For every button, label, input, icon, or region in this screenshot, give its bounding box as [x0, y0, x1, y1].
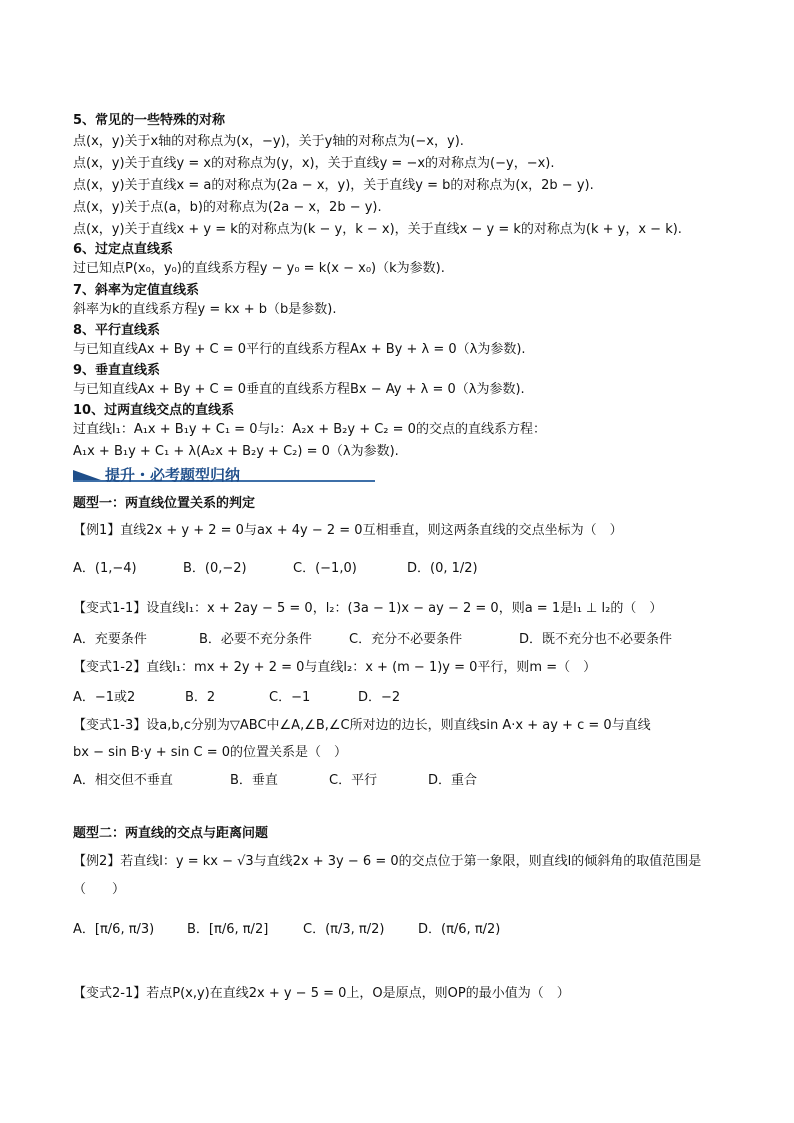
question-stem-cont: （ ） [73, 882, 126, 897]
answer-options [73, 560, 713, 578]
question-stem-cont: bx − sin B·y + sin C = 0的位置关系是（ ） [73, 745, 348, 760]
option-c: C．(π/3, π/2) [303, 922, 385, 937]
text-line: 点(x，y)关于x轴的对称点为(x，−y)，关于y轴的对称点为(−x，y). [73, 134, 464, 149]
option-a: A．−1或2 [73, 690, 136, 705]
banner-title: 提升・必考题型归纳 [105, 466, 241, 484]
section-heading-8: 8、平行直线系 [73, 323, 161, 338]
option-a: A．充要条件 [73, 632, 147, 647]
option-d: D．重合 [428, 773, 478, 788]
text-line: 过已知点P(x₀，y₀)的直线系方程y − y₀ = k(x − x₀)（k为参数). [73, 261, 445, 276]
section-heading-5: 5、常见的一些特殊的对称 [73, 113, 226, 128]
question-stem: 【例2】若直线l：y = kx − √3与直线2x + 3y − 6 = 0的交点位于第一象限，则直线l的倾斜角的取值范围是 [73, 854, 702, 869]
banner-triangle-icon [73, 470, 101, 480]
option-b: B．2 [185, 690, 216, 705]
option-a: A．(1,−4) [73, 561, 137, 576]
option-b: B．垂直 [230, 773, 278, 788]
question-type-title: 题型一：两直线位置关系的判定 [73, 496, 256, 511]
text-line: 过直线l₁：A₁x + B₁y + C₁ = 0与l₂：A₂x + B₂y + C₂ = 0的交点的直线系方程： [73, 422, 546, 437]
text-line: 与已知直线Ax + By + C = 0垂直的直线系方程Bx − Ay + λ = 0（λ为参数). [73, 382, 525, 397]
option-d: D．(π/6, π/2) [418, 922, 501, 937]
section-heading-6: 6、过定点直线系 [73, 242, 174, 257]
question-type-title: 题型二：两直线的交点与距离问题 [73, 826, 269, 841]
text-line: 点(x，y)关于直线x + y = k的对称点为(k − y，k − x)，关于直线x − y = k的对称点为(k + y，x − k). [73, 222, 682, 237]
option-a: A．相交但不垂直 [73, 773, 173, 788]
text-line: 点(x，y)关于直线y = x的对称点为(y，x)，关于直线y = −x的对称点为(−y，−x). [73, 156, 555, 171]
option-d: D．(0, 1/2) [407, 561, 478, 576]
text-line: 与已知直线Ax + By + C = 0平行的直线系方程Ax + By + λ = 0（λ为参数). [73, 342, 526, 357]
question-stem: 【变式2-1】若点P(x,y)在直线2x + y − 5 = 0上，O是原点，则OP的最小值为（ ） [73, 986, 570, 1001]
text-line: A₁x + B₁y + C₁ + λ(A₂x + B₂y + C₂) = 0（λ为参数). [73, 444, 399, 459]
question-stem: 【例1】直线2x + y + 2 = 0与ax + 4y − 2 = 0互相垂直，则这两条直线的交点坐标为（ ） [73, 523, 623, 538]
option-c: C．(−1,0) [293, 561, 357, 576]
answer-options [73, 921, 713, 939]
option-d: D．既不充分也不必要条件 [519, 632, 673, 647]
answer-options [73, 772, 713, 790]
question-stem: 【变式1-2】直线l₁：mx + 2y + 2 = 0与直线l₂：x + (m − 1)y = 0平行，则m =（ ） [73, 660, 597, 675]
section-heading-9: 9、垂直直线系 [73, 363, 161, 378]
text-line: 斜率为k的直线系方程y = kx + b（b是参数). [73, 302, 337, 317]
option-c: C．平行 [329, 773, 378, 788]
text-line: 点(x，y)关于直线x = a的对称点为(2a − x，y)，关于直线y = b的对称点为(x，2b − y). [73, 178, 594, 193]
option-a: A．[π/6, π/3) [73, 922, 155, 937]
answer-options [73, 631, 713, 649]
option-b: B．必要不充分条件 [199, 632, 312, 647]
option-b: B．[π/6, π/2] [187, 922, 269, 937]
question-stem: 【变式1-3】设a,b,c分别为▽ABC中∠A,∠B,∠C所对边的边长，则直线sin A·x + ay + c = 0与直线 [73, 718, 651, 733]
answer-options [73, 689, 713, 707]
option-d: D．−2 [358, 690, 401, 705]
section-heading-10: 10、过两直线交点的直线系 [73, 403, 235, 418]
section-banner [73, 464, 375, 486]
section-heading-7: 7、斜率为定值直线系 [73, 283, 200, 298]
option-c: C．−1 [269, 690, 311, 705]
option-c: C．充分不必要条件 [349, 632, 463, 647]
option-b: B．(0,−2) [183, 561, 247, 576]
text-line: 点(x，y)关于点(a，b)的对称点为(2a − x，2b − y). [73, 200, 382, 215]
question-stem: 【变式1-1】设直线l₁：x + 2ay − 5 = 0，l₂：(3a − 1)x − ay − 2 = 0，则a = 1是l₁ ⊥ l₂的（ ） [73, 601, 663, 616]
